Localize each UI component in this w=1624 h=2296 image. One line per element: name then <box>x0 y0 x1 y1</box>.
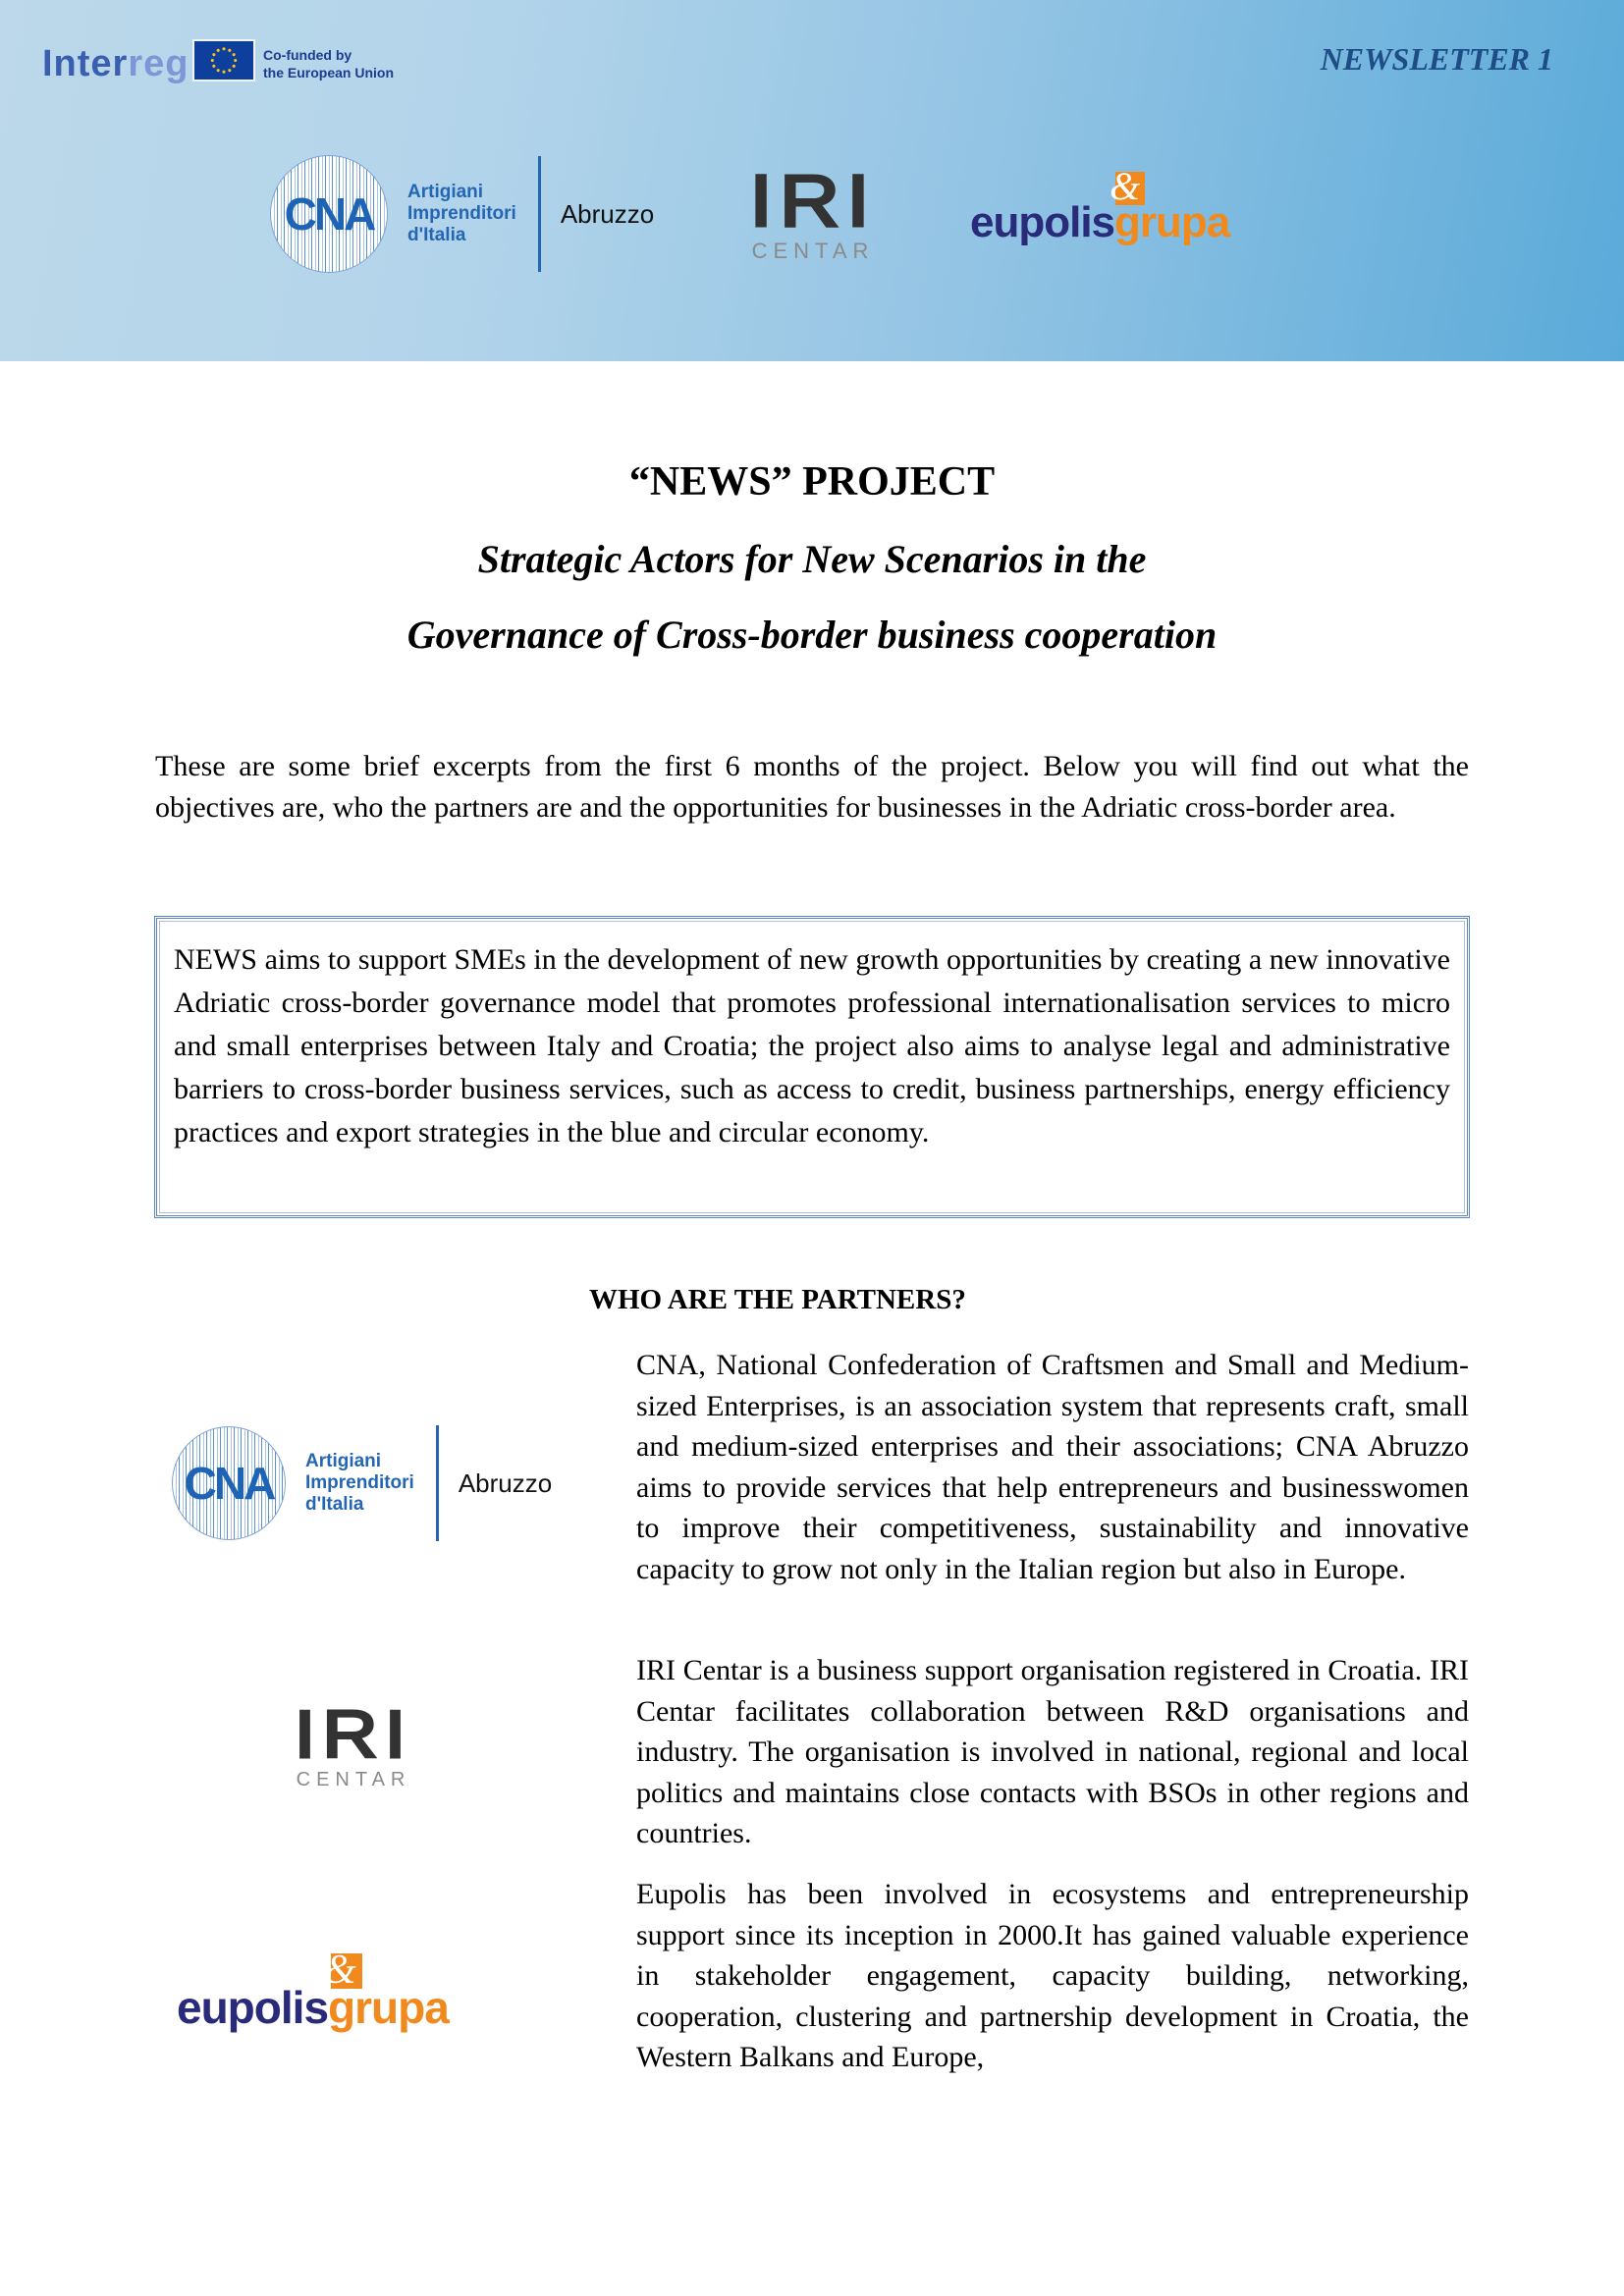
project-aim-text: NEWS aims to support SMEs in the development of new growth opportunities by creating a new innovative Adriatic cross-border governance model that promotes professional internationalisation services to micro and small enterprises between Italy and Croatia; the project also aims to analyse legal and administrative barriers to cross-border business services, such as access to credit, business partnerships, energy efficiency practices and export strategies in the blue and circular economy. <box>174 943 1450 1148</box>
iri-logo-main: IRI <box>749 160 877 241</box>
cna-logo-text <box>305 1451 414 1516</box>
eu-cofunded-line1: Co-funded by <box>263 47 352 63</box>
page-subtitle-line1: Strategic Actors for New Scenarios in the <box>477 537 1147 581</box>
project-aim-box <box>154 916 1470 1218</box>
cna-logo-line: Imprenditori <box>305 1472 414 1493</box>
iri-logo-sub: CENTAR <box>296 1769 411 1791</box>
header-banner <box>0 0 1624 361</box>
cna-logo-divider <box>538 156 541 272</box>
eupolis-wordmark <box>177 1982 449 2033</box>
cna-logo-line: d'Italia <box>305 1494 364 1515</box>
cna-logo-divider <box>436 1425 439 1541</box>
eu-cofunded-label <box>263 46 394 81</box>
cna-logo-region: Abruzzo <box>458 1468 553 1498</box>
eupolis-word-part1: eupolis <box>970 198 1115 246</box>
eupolis-word-part2: grupa <box>328 1982 449 2033</box>
partner-logo-cna <box>172 1425 552 1541</box>
partner-description-cna: CNA, National Confederation of Craftsmen and Small and Medium-sized Enterprises, is an association system that represents craft, small and medium-sized enterprises and their associations; CNA Abruzzo aims to provide services that help entrepreneurs and businesswomen to improve their competitiveness, sustainability and innovative capacity to grow not only in the Italian region but also in Europe. <box>636 1349 1469 1585</box>
cna-logo-text <box>407 182 516 246</box>
eupolis-grupa-logo <box>970 164 1324 247</box>
cna-circle-emblem <box>270 155 388 273</box>
eupolis-word-part2: grupa <box>1114 198 1230 246</box>
cna-emblem-text: CNA <box>284 188 374 240</box>
eu-flag-icon <box>192 39 255 81</box>
iri-logo-main: IRI <box>294 1697 413 1772</box>
page-subtitle-line2: Governance of Cross-border business cooperation <box>406 613 1218 657</box>
ampersand-icon: & <box>324 1948 356 1993</box>
iri-logo-sub: CENTAR <box>751 238 875 263</box>
eu-stars-icon <box>194 41 253 80</box>
cna-circle-emblem <box>172 1426 286 1540</box>
partners-heading: WHO ARE THE PARTNERS? <box>589 1284 966 1315</box>
newsletter-label: NEWSLETTER 1 <box>1320 41 1553 77</box>
partner-logo-iri <box>285 1697 422 1791</box>
eupolis-word-part1: eupolis <box>177 1982 329 2033</box>
cna-logo-region: Abruzzo <box>560 198 655 229</box>
page-title: “NEWS” PROJECT <box>628 459 996 505</box>
intro-paragraph: These are some brief excerpts from the first 6 months of the project. Below you will find out what the objectives are, who the partners are and the opportunities for businesses in the Adriatic cross-border area. <box>155 750 1469 824</box>
ampersand-icon: & <box>1110 164 1141 208</box>
partner-logo-eupolis <box>177 1948 530 2033</box>
interreg-logo-part2: reg <box>128 43 189 84</box>
interreg-logo-part1: Inter <box>42 43 129 84</box>
iri-centar-logo <box>738 160 888 264</box>
cna-abruzzo-logo <box>270 155 654 273</box>
cna-logo-line: Imprenditori <box>407 203 516 224</box>
cna-emblem-text: CNA <box>184 1458 274 1509</box>
partner-description-eupolis: Eupolis has been involved in ecosystems and entrepreneurship support since its inception in 2000.It has gained valuable experience in stakeholder engagement, capacity building, networking, cooperation, clustering and partnership development in Croatia, the Western Balkans and Europe, <box>636 1878 1469 2073</box>
interreg-logo <box>42 45 189 82</box>
cna-logo-line: d'Italia <box>407 225 466 245</box>
partner-description-iri: IRI Centar is a business support organisation registered in Croatia. IRI Centar facilitates collaboration between R&D organisations and industry. The organisation is involved in national, regional and local politics and maintains close contacts with BSOs in other regions and countries. <box>636 1654 1469 1849</box>
eupolis-wordmark <box>970 198 1230 246</box>
cna-logo-line: Artigiani <box>305 1451 382 1471</box>
cna-logo-line: Artigiani <box>407 182 484 202</box>
eu-cofunded-line2: the European Union <box>263 65 394 80</box>
